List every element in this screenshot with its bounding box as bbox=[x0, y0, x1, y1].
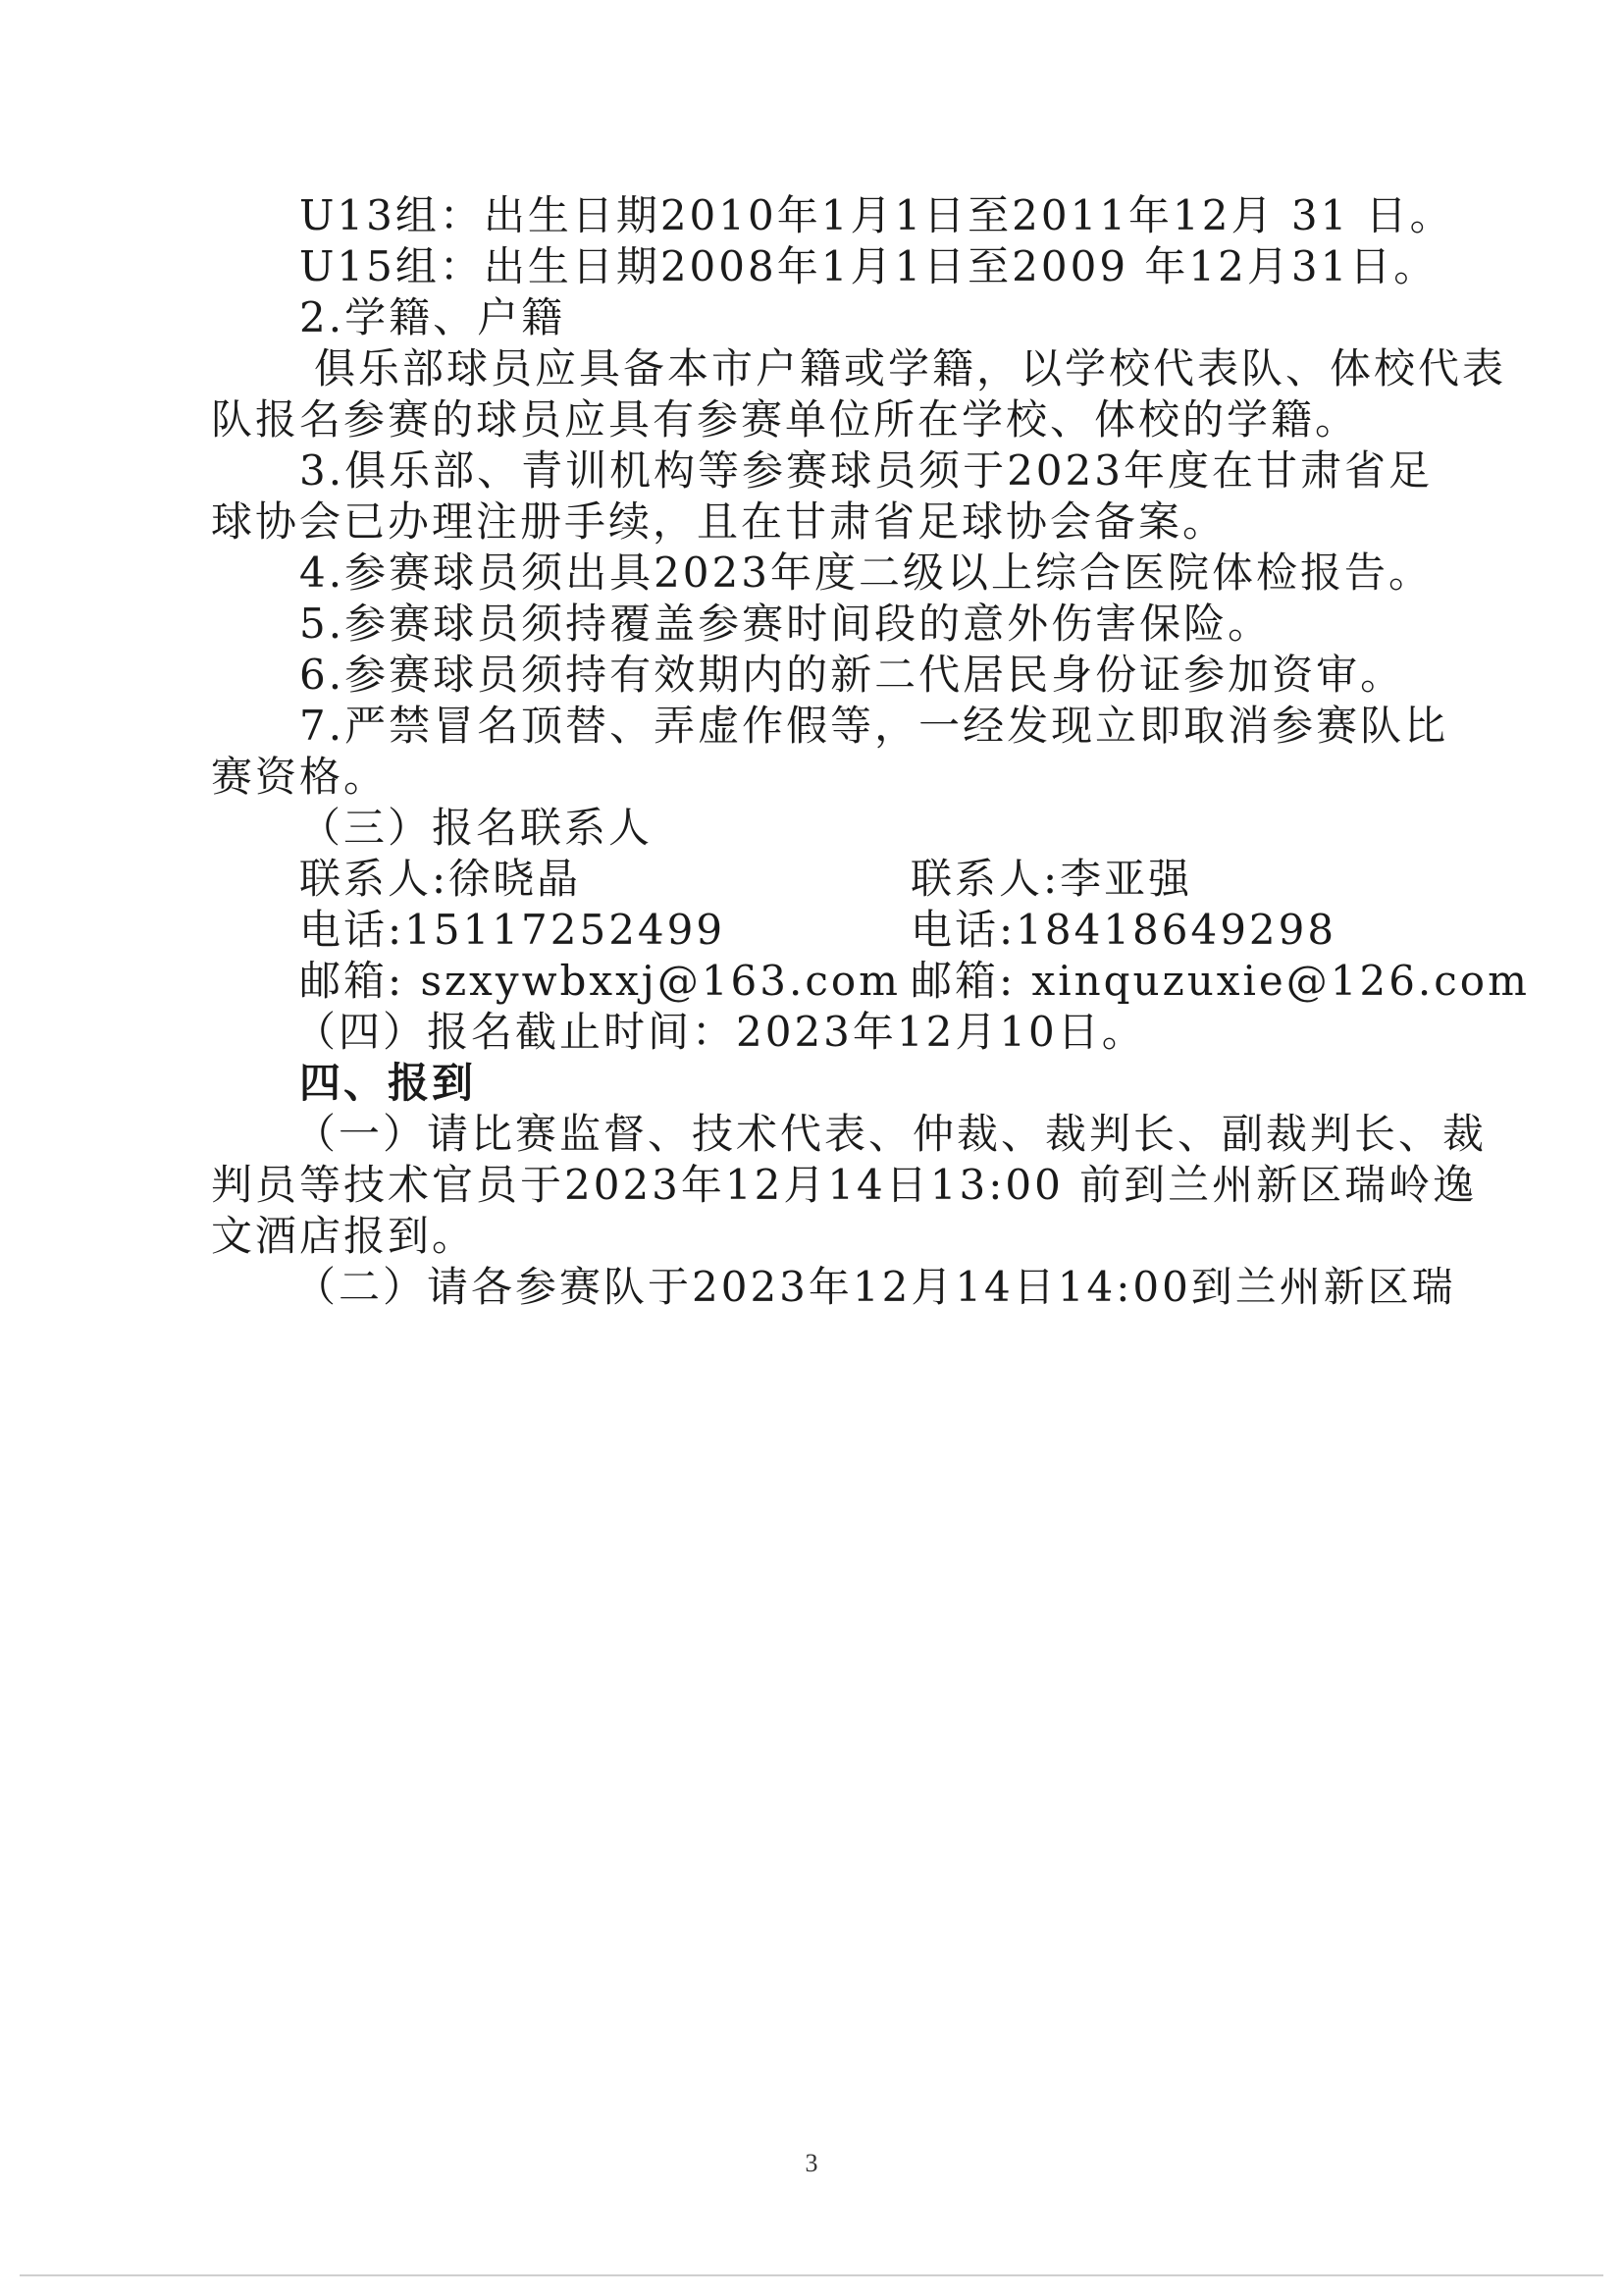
page-number: 3 bbox=[805, 2149, 818, 2177]
registry-paragraph-line-1: 俱乐部球员应具备本市户籍或学籍，以学校代表队、体校代表 bbox=[314, 344, 1507, 392]
report-teams-line-1: （二）请各参赛队于2023年12月14日14:00到兰州新区瑞 bbox=[294, 1263, 1456, 1311]
student-registry-heading: 2.学籍、户籍 bbox=[299, 293, 566, 341]
contacts-heading: （三）报名联系人 bbox=[299, 804, 654, 852]
anti-fraud-rule-line-2: 赛资格。 bbox=[211, 753, 389, 801]
registry-paragraph-line-2: 队报名参赛的球员应具有参赛单位所在学校、体校的学籍。 bbox=[211, 395, 1360, 444]
contact-right-name: 联系人:李亚强 bbox=[911, 855, 1193, 903]
contact-left-email: 邮箱: szxywbxxj@163.com bbox=[299, 957, 901, 1005]
section-heading-report: 四、报到 bbox=[299, 1059, 477, 1107]
registration-rule-3-line-1: 3.俱乐部、青训机构等参赛球员须于2023年度在甘肃省足 bbox=[299, 446, 1433, 495]
id-card-rule: 6.参赛球员须持有效期内的新二代居民身份证参加资审。 bbox=[299, 651, 1405, 699]
report-officials-line-1: （一）请比赛监督、技术代表、仲裁、裁判长、副裁判长、裁 bbox=[294, 1110, 1488, 1158]
contact-right-email: 邮箱: xinquzuxie@126.com bbox=[911, 957, 1530, 1005]
registration-rule-3-line-2: 球协会已办理注册手续，且在甘肃省足球协会备案。 bbox=[211, 497, 1228, 546]
medical-report-rule: 4.参赛球员须出具2023年度二级以上综合医院体检报告。 bbox=[299, 548, 1433, 597]
eligibility-u13-line: U13组：出生日期2010年1月1日至2011年12月 31 日。 bbox=[299, 191, 1454, 239]
anti-fraud-rule-line-1: 7.严禁冒名顶替、弄虚作假等，一经发现立即取消参赛队比 bbox=[299, 702, 1449, 750]
report-officials-line-3: 文酒店报到。 bbox=[211, 1212, 477, 1260]
contact-left-phone: 电话:15117252499 bbox=[299, 906, 726, 954]
insurance-rule: 5.参赛球员须持覆盖参赛时间段的意外伤害保险。 bbox=[299, 600, 1273, 648]
eligibility-u15-line: U15组：出生日期2008年1月1日至2009 年12月31日。 bbox=[299, 242, 1439, 290]
contact-left-name: 联系人:徐晓晶 bbox=[299, 855, 582, 903]
scan-edge-rule bbox=[20, 2274, 1603, 2276]
registration-deadline: （四）报名截止时间：2023年12月10日。 bbox=[294, 1008, 1146, 1056]
report-officials-line-2: 判员等技术官员于2023年12月14日13:00 前到兰州新区瑞岭逸 bbox=[211, 1161, 1478, 1209]
contact-right-phone: 电话:18418649298 bbox=[911, 906, 1337, 954]
